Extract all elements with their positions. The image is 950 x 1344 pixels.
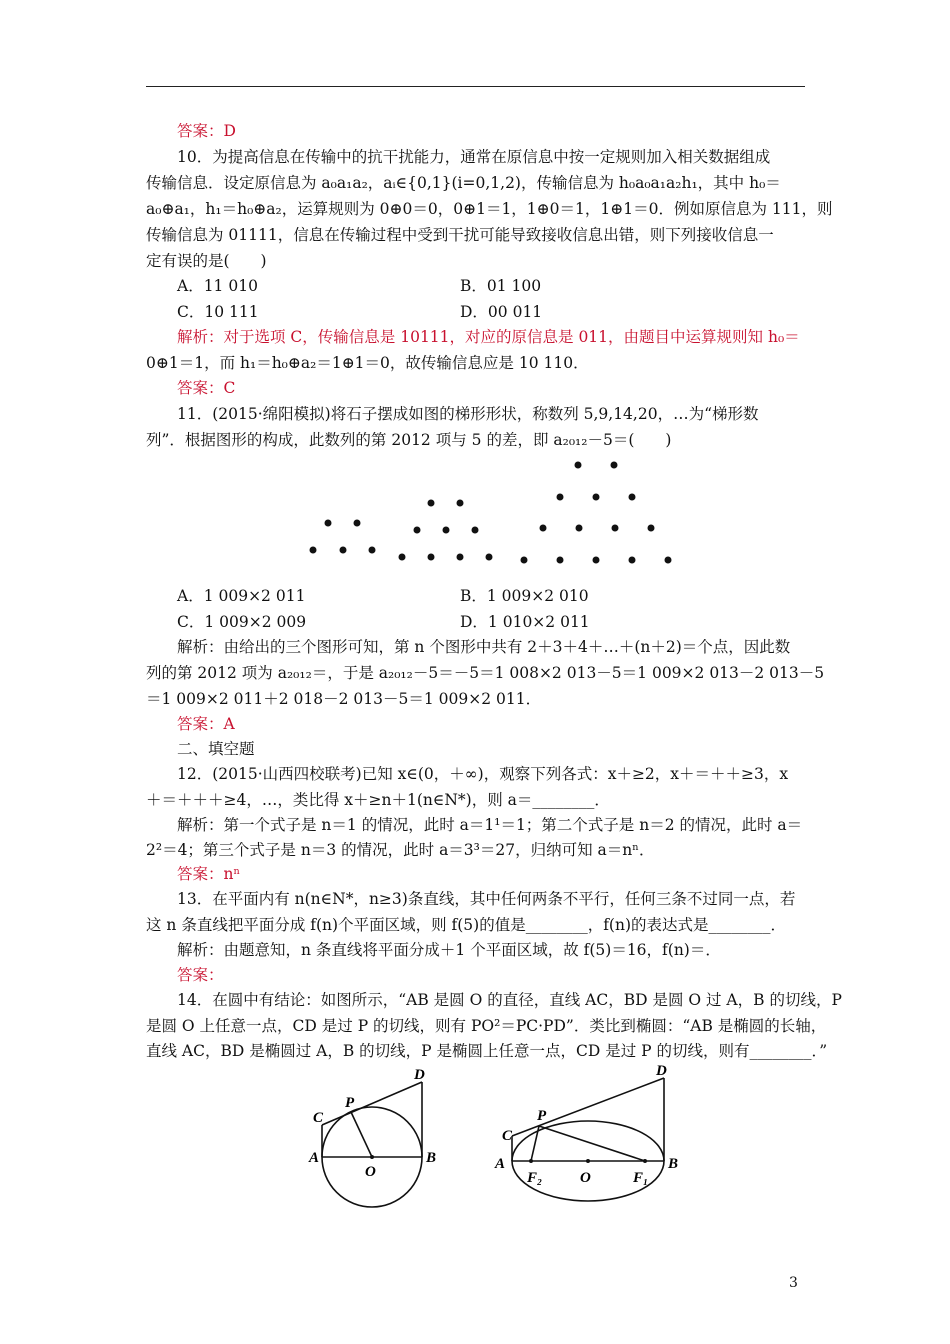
question-13-line: 这 n 条直线把平面分成 f(n)个平面区域，则 f(5)的值是________，f(n)的表达式是________． [146,916,787,934]
question-12-line: 12．(2015·山西四校联考)已知 x∈(0，＋∞)，观察下列各式：x＋≥2，x＋＝＋＋≥3，x [177,765,789,783]
analysis-text: 解析：对于选项 C，传输信息是 10111，对应的原信息是 011，由题目中运算规则知 h₀＝ [177,328,800,346]
question-14-line: 14．在圆中有结论：如图所示，“AB 是圆 O 的直径，直线 AC，BD 是圆 O 过 A，B 的切线，P [177,991,842,1009]
fig1-label-a: A [309,1150,320,1166]
analysis-line: 解析：由题意知，n 条直线将平面分成＋1 个平面区域，故 f(5)＝16，f(n)＝． [177,941,721,959]
question-13-line: 13．在平面内有 n(n∈N*，n≥3)条直线，其中任何两条不平行，任何三条不过同一点，若 [177,890,796,908]
analysis-line: 解析：由给出的三个图形可知，第 n 个图形中共有 2＋3＋4＋…＋(n＋2)＝个点，因此数 [177,638,791,656]
fig2-label-c: C [502,1128,513,1144]
section-heading: 二、填空题 [177,740,255,758]
fig1-label-o: O [365,1164,376,1180]
question-11-line: 11．(2015·绵阳模拟)将石子摆成如图的梯形形状，称数列 5,9,14,20，…为“梯形数 [177,405,759,423]
option-d: D．1 010×2 011 [460,613,590,631]
fig1-label-d: D [414,1067,425,1083]
option-a: A．1 009×2 011 [177,587,306,605]
fig1-label-p: P [345,1095,355,1111]
question-14-line: 直线 AC，BD 是椭圆过 A，B 的切线，P 是椭圆上任意一点，CD 是过 P 的切线，则有________．” [146,1042,828,1060]
answer-line: 答案：C [177,379,236,397]
page-number: 3 [789,1275,798,1291]
option-a: A．11 010 [177,277,258,295]
analysis-line: 解析：第一个式子是 n＝1 的情况，此时 a＝1¹＝1；第二个式子是 n＝2 的情况，此时 a＝ [177,816,803,834]
fig2-label-f2: F₂ [527,1170,543,1186]
fig1-label-c: C [313,1110,324,1126]
fig2-label-b: B [668,1156,679,1172]
analysis-line: ＝1 009×2 011＋2 018－2 013－5＝1 009×2 011． [146,690,542,708]
fig2-label-f1: F₁ [633,1170,649,1186]
question-10-line: 传输信息．设定原信息为 a₀a₁a₂，aᵢ∈{0,1}(i=0,1,2)，传输信息为 h₀a₀a₁a₂h₁，其中 h₀＝ [146,174,781,192]
analysis-line: 2²＝4；第三个式子是 n＝3 的情况，此时 a＝3³＝27，归纳可知 a＝nⁿ． [146,841,655,859]
option-c: C．10 111 [177,303,259,321]
fig2-label-o: O [580,1170,591,1186]
question-10-line: 定有误的是( ) [146,252,267,270]
option-b: B．01 100 [460,277,542,295]
option-c: C．1 009×2 009 [177,613,307,631]
answer-line: 答案： [177,966,224,984]
fig2-label-d: D [656,1063,667,1079]
analysis-line: 0⊕1＝1，而 h₁＝h₀⊕a₂＝1⊕1＝0，故传输信息应是 10 110． [146,354,589,372]
fig2-label-a: A [495,1156,506,1172]
question-12-line: ＋＝＋＋＋≥4，…，类比得 x＋≥n＋1(n∈N*)，则 a＝________． [146,791,610,809]
analysis-line: 列的第 2012 项为 a₂₀₁₂＝，于是 a₂₀₁₂－5＝－5＝1 008×2 013－5＝1 009×2 013－2 013－5 [146,664,825,682]
option-b: B．1 009×2 010 [460,587,589,605]
question-10-line: 10．为提高信息在传输中的抗干扰能力，通常在原信息中按一定规则加入相关数据组成 [177,148,771,166]
question-10-line: 传输信息为 01111，信息在传输过程中受到干扰可能导致接收信息出错，则下列接收信息一 [146,226,774,244]
question-10-line: a₀⊕a₁，h₁＝h₀⊕a₂，运算规则为 0⊕0＝0，0⊕1＝1，1⊕0＝1，1⊕1＝0．例如原信息为 111，则 [146,200,833,218]
fig2-label-p: P [537,1108,547,1124]
question-11-line: 列”．根据图形的构成，此数列的第 2012 项与 5 的差，即 a₂₀₁₂－5＝( ) [146,431,672,449]
question-14-line: 是圆 O 上任意一点，CD 是过 P 的切线，则有 PO²＝PC·PD”．类比到椭圆：“AB 是椭圆的长轴， [146,1017,827,1035]
fig1-label-b: B [426,1150,437,1166]
option-d: D．00 011 [460,303,543,321]
answer-line: 答案：nⁿ [177,865,241,883]
answer-line: 答案：D [177,122,236,140]
answer-line: 答案：A [177,715,235,733]
